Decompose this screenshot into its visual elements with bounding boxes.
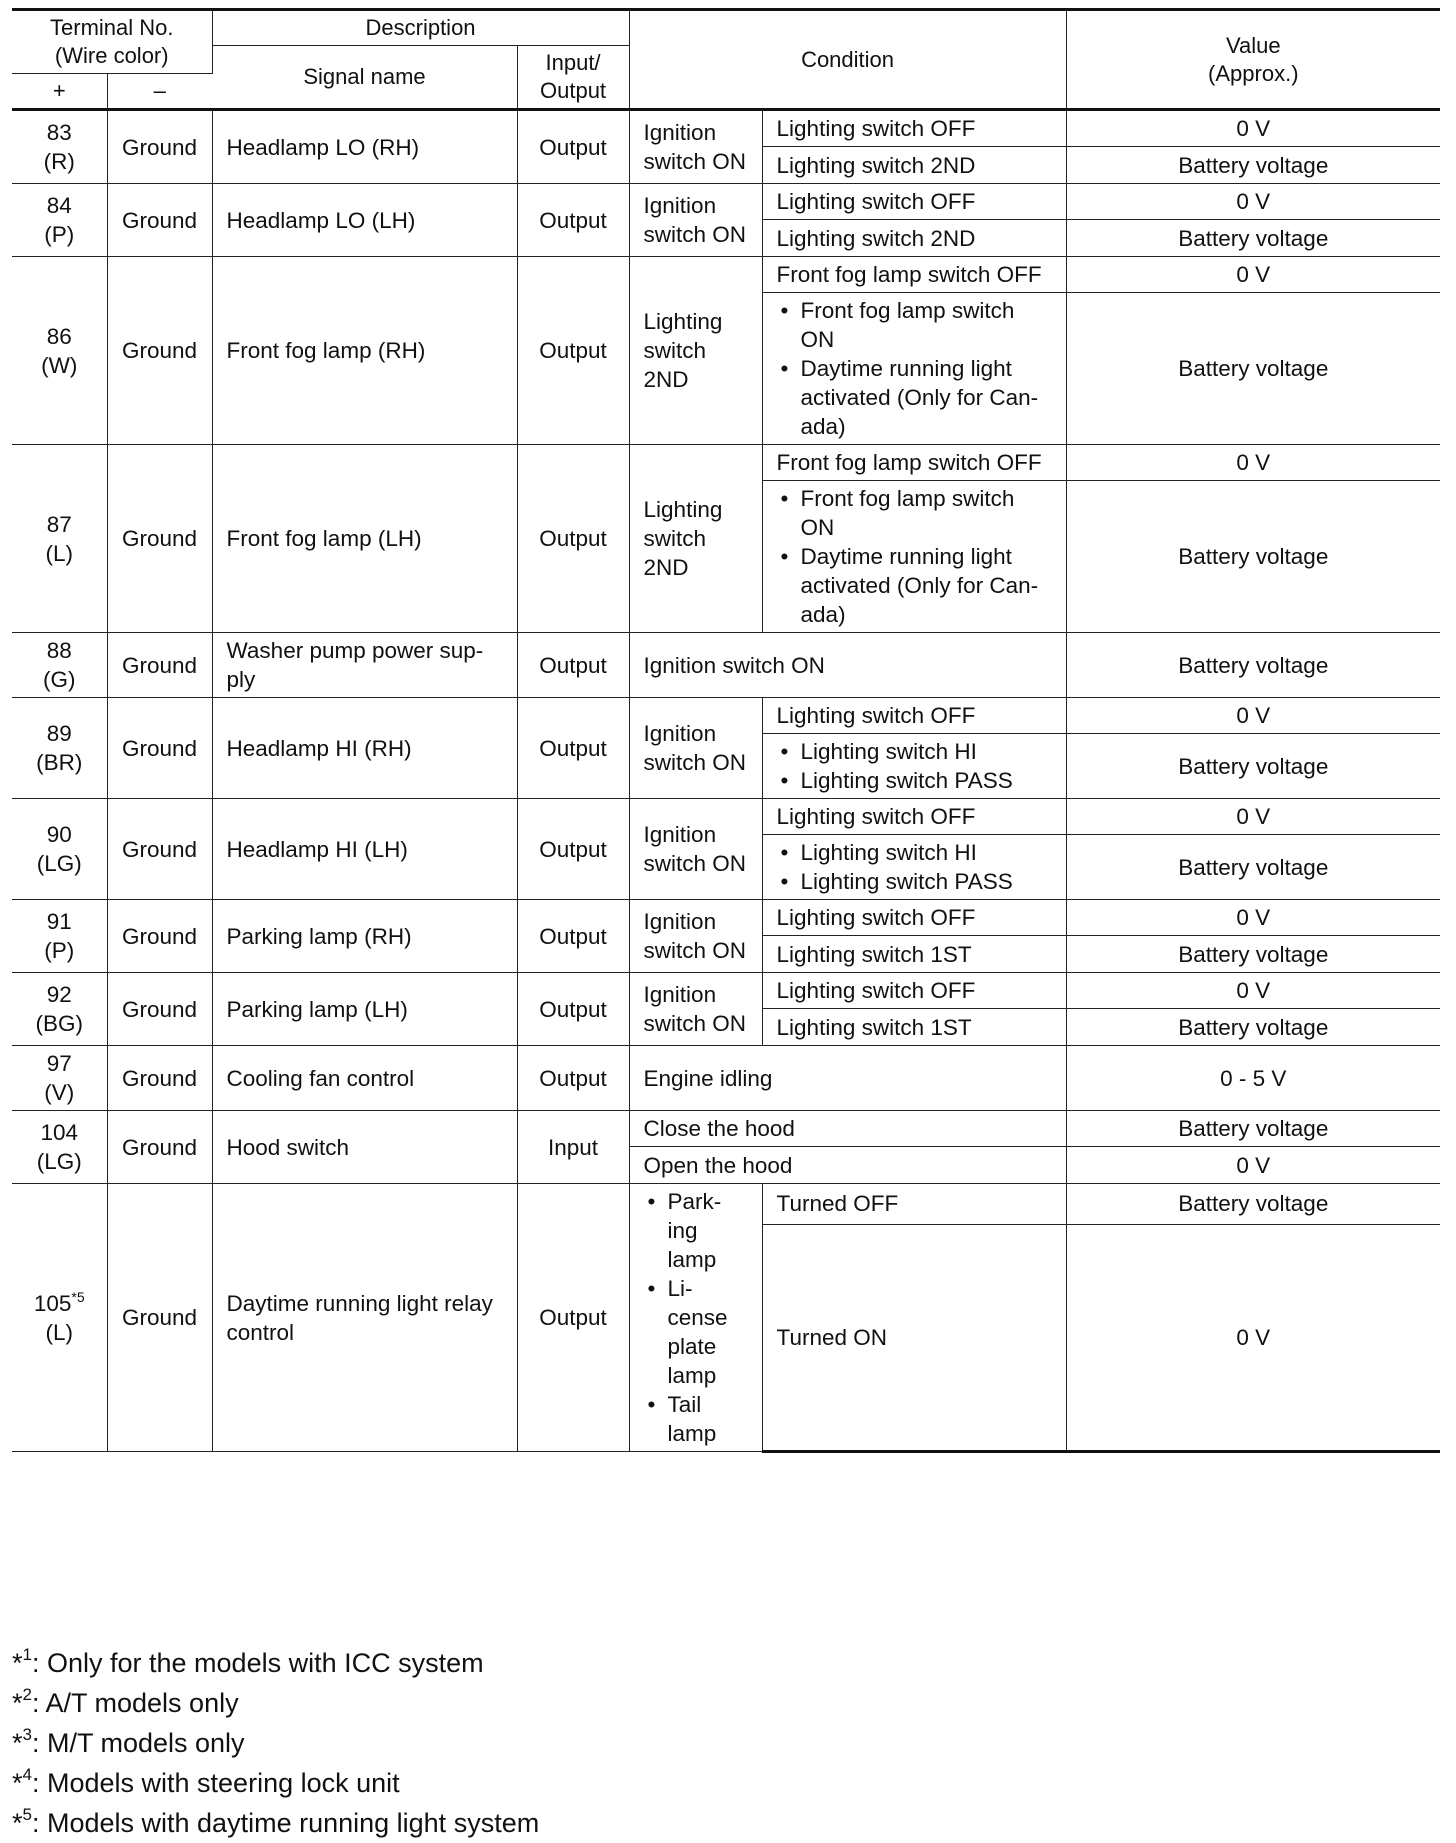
main-condition-item: • Tail lamp: [644, 1390, 748, 1448]
ground-cell: Ground: [107, 1184, 212, 1452]
signal-name-cell: Parking lamp (LH): [212, 973, 517, 1046]
input-output-cell: Output: [517, 257, 629, 445]
sub-condition-cell: Lighting switch OFF: [762, 973, 1066, 1009]
table-row: [12, 184, 1440, 220]
table-body: [12, 110, 1440, 1452]
input-output-cell: Output: [517, 900, 629, 973]
terminal-cell: [12, 799, 107, 900]
terminal-cell: [12, 633, 107, 698]
terminal-table-container: [12, 8, 1440, 1453]
terminal-number: 87: [46, 511, 72, 537]
value-cell: Battery voltage: [1066, 147, 1440, 184]
terminal-number: 104: [40, 1120, 79, 1145]
sub-condition-cell: Front fog lamp switch OFF: [762, 445, 1066, 481]
wire-color: (R): [43, 149, 75, 174]
terminal-cell: [12, 1111, 107, 1184]
signal-name-cell: Hood switch: [212, 1111, 517, 1184]
table-row: [12, 799, 1440, 835]
footnote-number: 4: [22, 1765, 32, 1784]
main-condition-cell: Ignition switch ON: [629, 973, 762, 1046]
terminal-number: 105: [33, 1290, 72, 1316]
ground-cell: Ground: [107, 184, 212, 257]
wire-color: (L): [45, 1319, 73, 1345]
value-cell: 0 V: [1066, 799, 1440, 835]
table-row: [12, 1184, 1440, 1225]
footnote-asterisk: *: [12, 1728, 23, 1758]
value-cell: Battery voltage: [1066, 220, 1440, 257]
ground-cell: Ground: [107, 445, 212, 633]
wire-color: (V): [44, 1080, 75, 1105]
terminal-cell: [12, 1046, 107, 1111]
footnote-text: : A/T models only: [31, 1688, 239, 1718]
value-cell: Battery voltage: [1066, 293, 1440, 445]
sub-condition-list: [777, 737, 1052, 795]
value-cell: 0 V: [1066, 257, 1440, 293]
value-cell: 0 V: [1066, 900, 1440, 936]
terminal-number: 88: [46, 638, 72, 663]
terminal-cell: [12, 184, 107, 257]
footnote-text: : Models with steering lock unit: [31, 1768, 400, 1798]
sub-condition-cell: Lighting switch 1ST: [762, 936, 1066, 973]
ground-cell: Ground: [107, 633, 212, 698]
terminal-number: 92: [46, 982, 72, 1007]
footnote-asterisk: *: [12, 1808, 23, 1838]
footnote-asterisk: *: [12, 1688, 23, 1718]
main-condition-cell: Lighting switch 2ND: [629, 445, 762, 633]
table-row: [12, 257, 1440, 293]
condition-cell: Close the hood: [629, 1111, 1066, 1147]
wire-color: (P): [44, 938, 75, 963]
input-output-cell: Output: [517, 698, 629, 799]
sub-condition-item: • Daytime running light activated (Only for Can-ada): [777, 542, 1052, 629]
value-cell: Battery voltage: [1066, 1009, 1440, 1046]
input-output-cell: Output: [517, 973, 629, 1046]
input-output-cell: Output: [517, 1046, 629, 1111]
terminal-cell: [12, 973, 107, 1046]
footnotes: [12, 1643, 539, 1843]
sub-condition-item: • Lighting switch HI: [777, 838, 1052, 867]
sub-condition-cell: [762, 293, 1066, 445]
value-cell: Battery voltage: [1066, 835, 1440, 900]
footnote-number: 2: [22, 1685, 32, 1704]
table-row: [12, 633, 1440, 698]
input-output-cell: Output: [517, 799, 629, 900]
main-condition-cell: Ignition switch ON: [629, 698, 762, 799]
terminal-no-label: Terminal No.: [50, 15, 174, 40]
sub-condition-cell: Lighting switch OFF: [762, 698, 1066, 734]
value-cell: Battery voltage: [1066, 1184, 1440, 1225]
terminal-footnote-mark: *5: [71, 1288, 85, 1305]
terminal-number: 86: [46, 323, 72, 349]
table-row: [12, 1046, 1440, 1111]
sub-condition-cell: Turned ON: [762, 1224, 1066, 1451]
main-condition-cell: Ignition switch ON: [629, 900, 762, 973]
signal-name-cell: Washer pump power sup-ply: [212, 633, 517, 698]
description-header: Description: [212, 10, 629, 46]
terminal-no-header: [12, 10, 212, 74]
sub-condition-item: • Front fog lamp switch ON: [777, 484, 1052, 542]
footnote: [12, 1723, 539, 1763]
wire-color: (P): [44, 222, 75, 247]
footnote: [12, 1683, 539, 1723]
terminal-number: 91: [46, 909, 72, 934]
sub-condition-cell: [762, 734, 1066, 799]
sub-condition-cell: Front fog lamp switch OFF: [762, 257, 1066, 293]
main-condition-cell: Ignition switch ON: [629, 799, 762, 900]
value-cell: Battery voltage: [1066, 481, 1440, 633]
footnote-number: 1: [22, 1645, 32, 1664]
sub-condition-list: [777, 484, 1052, 629]
wire-color: (LG): [36, 1149, 82, 1174]
value-cell: Battery voltage: [1066, 734, 1440, 799]
signal-name-cell: Headlamp LO (RH): [212, 110, 517, 184]
input-output-cell: Input: [517, 1111, 629, 1184]
sub-condition-item: • Lighting switch PASS: [777, 766, 1052, 795]
value-header: Value (Approx.): [1066, 10, 1440, 110]
value-cell: 0 V: [1066, 698, 1440, 734]
sub-condition-cell: [762, 481, 1066, 633]
wire-color: (BR): [36, 750, 83, 775]
terminal-cell: [12, 1184, 107, 1452]
value-cell: Battery voltage: [1066, 936, 1440, 973]
wire-color: (W): [41, 352, 78, 378]
value-cell: 0 V: [1066, 110, 1440, 147]
ground-cell: Ground: [107, 900, 212, 973]
wire-color: (LG): [36, 851, 82, 876]
sub-condition-cell: Lighting switch OFF: [762, 799, 1066, 835]
terminal-number: 90: [46, 822, 72, 847]
terminal-cell: [12, 257, 107, 445]
footnote-asterisk: *: [12, 1648, 23, 1678]
input-output-cell: Output: [517, 1184, 629, 1452]
sub-condition-cell: Lighting switch 1ST: [762, 1009, 1066, 1046]
ground-cell: Ground: [107, 698, 212, 799]
signal-name-cell: Front fog lamp (LH): [212, 445, 517, 633]
main-condition-cell: Ignition switch ON: [629, 110, 762, 184]
wire-color: (L): [45, 540, 73, 566]
table-row: [12, 973, 1440, 1009]
terminal-table: [12, 8, 1440, 1453]
terminal-cell: [12, 900, 107, 973]
input-output-cell: Output: [517, 110, 629, 184]
sub-condition-cell: Lighting switch OFF: [762, 900, 1066, 936]
footnote-asterisk: *: [12, 1768, 23, 1798]
ground-cell: Ground: [107, 1111, 212, 1184]
plus-header: +: [12, 74, 107, 110]
ground-cell: Ground: [107, 799, 212, 900]
signal-name-cell: Cooling fan control: [212, 1046, 517, 1111]
ground-cell: Ground: [107, 257, 212, 445]
sub-condition-cell: Lighting switch OFF: [762, 110, 1066, 147]
main-condition-list: [644, 1187, 748, 1448]
footnote-number: 5: [22, 1805, 32, 1824]
input-output-cell: Output: [517, 445, 629, 633]
condition-header: Condition: [629, 10, 1066, 110]
footnote: [12, 1803, 539, 1843]
value-cell: 0 V: [1066, 445, 1440, 481]
footnote: [12, 1643, 539, 1683]
table-row: [12, 698, 1440, 734]
condition-cell: Engine idling: [629, 1046, 1066, 1111]
terminal-cell: [12, 698, 107, 799]
main-condition-item: • Li-cense plate lamp: [644, 1274, 748, 1390]
sub-condition-item: • Daytime running light activated (Only for Can-ada): [777, 354, 1052, 441]
table-row: [12, 900, 1440, 936]
footnote-text: : M/T models only: [31, 1728, 245, 1758]
sub-condition-cell: Lighting switch OFF: [762, 184, 1066, 220]
terminal-number: 89: [46, 721, 72, 746]
terminal-number: 84: [46, 193, 72, 218]
ground-cell: Ground: [107, 973, 212, 1046]
wire-color: (G): [43, 667, 76, 692]
value-cell: 0 V: [1066, 973, 1440, 1009]
sub-condition-item: • Lighting switch PASS: [777, 867, 1052, 896]
footnote: [12, 1763, 539, 1803]
value-cell: Battery voltage: [1066, 1111, 1440, 1147]
terminal-number: 97: [46, 1051, 72, 1076]
footnote-text: : Only for the models with ICC system: [31, 1648, 484, 1678]
sub-condition-cell: Lighting switch 2ND: [762, 147, 1066, 184]
input-output-cell: Output: [517, 633, 629, 698]
sub-condition-item: • Lighting switch HI: [777, 737, 1052, 766]
terminal-number: 83: [46, 120, 72, 145]
sub-condition-list: [777, 296, 1052, 441]
terminal-cell: [12, 445, 107, 633]
condition-cell: Open the hood: [629, 1147, 1066, 1184]
signal-name-cell: Headlamp HI (RH): [212, 698, 517, 799]
main-condition-cell: Lighting switch 2ND: [629, 257, 762, 445]
signal-name-cell: Daytime running light relay control: [212, 1184, 517, 1452]
sub-condition-cell: Turned OFF: [762, 1184, 1066, 1225]
sub-condition-list: [777, 838, 1052, 896]
wire-color-label: (Wire color): [54, 43, 169, 68]
signal-name-header: Signal name: [212, 46, 517, 110]
ground-cell: Ground: [107, 110, 212, 184]
table-row: [12, 1111, 1440, 1147]
terminal-cell: [12, 110, 107, 184]
input-output-cell: Output: [517, 184, 629, 257]
value-cell: Battery voltage: [1066, 633, 1440, 698]
main-condition-item: • Park-ing lamp: [644, 1187, 748, 1274]
footnote-number: 3: [22, 1725, 32, 1744]
input-output-header: Input/ Output: [517, 46, 629, 110]
table-row: [12, 445, 1440, 481]
value-cell: 0 V: [1066, 1147, 1440, 1184]
sub-condition-cell: [762, 835, 1066, 900]
main-condition-cell: [629, 1184, 762, 1452]
sub-condition-cell: Lighting switch 2ND: [762, 220, 1066, 257]
wire-color: (BG): [35, 1011, 83, 1036]
sub-condition-item: • Front fog lamp switch ON: [777, 296, 1052, 354]
main-condition-cell: Ignition switch ON: [629, 184, 762, 257]
signal-name-cell: Headlamp HI (LH): [212, 799, 517, 900]
footnote-text: : Models with daytime running light system: [31, 1808, 540, 1838]
signal-name-cell: Headlamp LO (LH): [212, 184, 517, 257]
value-cell: 0 V: [1066, 1224, 1440, 1451]
minus-header: –: [107, 74, 212, 110]
value-cell: 0 V: [1066, 184, 1440, 220]
value-cell: 0 - 5 V: [1066, 1046, 1440, 1111]
signal-name-cell: Front fog lamp (RH): [212, 257, 517, 445]
ground-cell: Ground: [107, 1046, 212, 1111]
table-row: [12, 110, 1440, 147]
signal-name-cell: Parking lamp (RH): [212, 900, 517, 973]
condition-cell: Ignition switch ON: [629, 633, 1066, 698]
